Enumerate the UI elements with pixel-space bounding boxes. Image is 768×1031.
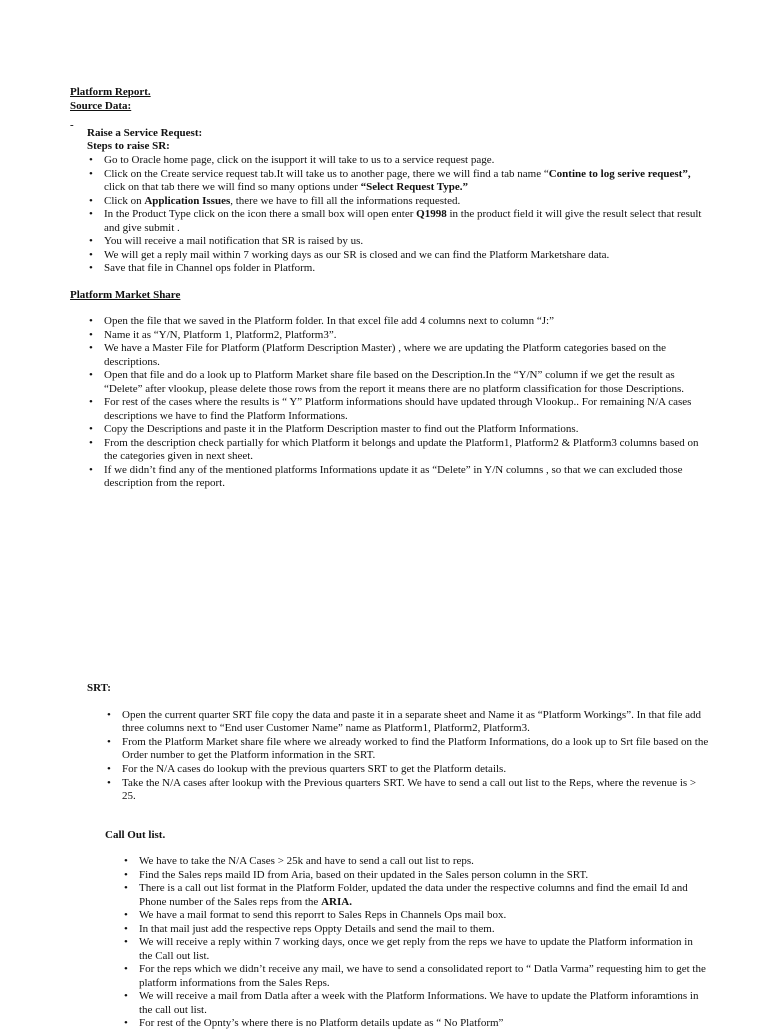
list-item [87,235,707,248]
list-item-text: click on that tab there we will find so many options under [104,181,361,193]
list-item-text: We have a Master File for Platform (Platform Description Master) , where we are updating the Platform categories based on the descriptions. [104,342,667,368]
list-item-text: Click on [104,194,145,207]
list-item [87,369,707,396]
list-item [122,936,707,963]
list-item-text: In the Product Type click on the icon there a small box will open enter [104,208,417,221]
bold-text: Q1998 [416,208,447,221]
list-item [87,423,707,436]
list-item [105,777,710,804]
list-item [105,709,710,736]
list-item-text: For the reps which we didn’t receive any mail, we have to send a consolidated report to “ Datla Varma” requesting him to get the platform informations from the Sales Reps. [139,963,706,989]
report-title: Platform Report. [70,86,151,98]
list-item [122,909,707,922]
list-item-text: Name it as “Y/N, Platform 1, Platform2, Platform3”. [104,328,337,341]
list-item [122,869,707,882]
bold-text: “Select Request Type.” [360,181,469,193]
list-item-text: Take the N/A cases after lookup with the Previous quarters SRT. We have to send a call out list to the Reps, where the revenue is > 25. [122,776,697,802]
dash-marker: - [70,119,74,131]
srt-heading: SRT: [87,682,111,694]
source-data-heading: Source Data: [70,100,132,112]
srt-list [105,709,710,804]
list-item-text: We will receive a mail from Datla after a week with the Platform Informations. We have to update the Platform inforamtions in the call out list. [139,990,699,1016]
list-item-text: For rest of the cases where the results is “ Y” Platform informations should have updated through Vlookup.. For remaining N/A cases descriptions we have to find the Platform Informations. [104,396,692,422]
list-item [122,963,707,990]
list-item [87,329,707,342]
list-item [87,208,707,235]
list-item-text: Save that file in Channel ops folder in Platform. [104,262,316,275]
steps-heading: Steps to raise SR: [87,140,170,152]
call-out-heading: Call Out list. [105,829,166,841]
list-item [87,464,707,491]
list-item [87,195,707,208]
list-item [87,154,707,167]
list-item-text: in the product field it will give the result select that result and give submit . [104,208,702,234]
list-item [87,396,707,423]
list-item-text: Go to Oracle home page, click on the isupport it will take to us to a service request page. [104,154,495,166]
list-item-text: From the Platform Market share file where we already worked to find the Platform Informations, do a look up to Srt file based on the Order number to get the Platform information in the SRT. [122,736,709,762]
bold-text: Application Issues [144,194,231,207]
list-item [105,763,710,776]
list-item-text: In that mail just add the respective reps Oppty Details and send the mail to them. [139,922,495,935]
list-item-text: We will receive a reply within 7 working days, once we get reply from the reps we have to update the Platform information in the Call out list. [139,936,693,962]
list-item-text: Find the Sales reps maild ID from Aria, based on their updated in the Sales person column in the SRT. [139,868,589,881]
raise-sr-heading: Raise a Service Request: [87,127,203,139]
list-item-text: Copy the Descriptions and paste it in the Platform Description master to find out the Platform Informations. [104,423,579,436]
list-item [122,1017,707,1030]
list-item-text: You will receive a mail notification that SR is raised by us. [104,235,364,248]
list-item [87,262,707,275]
list-item-text: There is a call out list format in the Platform Folder, updated the data under the respective columns and find the email Id and Phone number of the Sales reps from the [139,882,688,908]
list-item-text: , there we have to fill all the informations requested. [230,194,461,207]
list-item [122,923,707,936]
bold-text: ARIA. [321,895,352,908]
list-item [122,990,707,1017]
bold-text: Contine to log serive request”, [548,167,691,180]
list-item [87,315,707,328]
list-item-text: We have to take the N/A Cases > 25k and have to send a call out list to reps. [139,855,474,867]
list-item [105,736,710,763]
list-item [87,437,707,464]
list-item-text: For rest of the Opnty’s where there is no Platform details update as “ No Platform” [139,1017,504,1030]
list-item-text: Open the current quarter SRT file copy the data and paste it in a separate sheet and Name it as “Platform Workings”. In that file add three columns next to “End user Customer Name” name as Platform1, Platform2, Platform3. [122,709,702,735]
list-item-text: From the description check partially for which Platform it belongs and update the Platform1, Platform2 & Platform3 columns based on the categories given in next sheet. [104,436,699,463]
list-item-text: For the N/A cases do lookup with the previous quarters SRT to get the Platform details. [122,763,507,775]
list-item-text: If we didn’t find any of the mentioned platforms Informations update it as “Delete” in Y/N columns , so that we can excluded those description from the report. [104,463,683,490]
market-share-list [87,315,707,491]
list-item-text: We will get a reply mail within 7 working days as our SR is closed and we can find the Platform Marketshare data. [104,248,610,261]
market-share-heading: Platform Market Share [70,289,181,301]
list-item-text: Click on the Create service request tab.It will take us to another page, there we will find a tab name “ [104,167,549,180]
list-item-text: We have a mail format to send this reporrt to Sales Reps in Channels Ops mail box. [139,909,507,922]
list-item [87,168,707,195]
list-item [87,249,707,262]
call-out-list [122,855,707,1031]
list-item-text: Open the file that we saved in the Platform folder. In that excel file add 4 columns next to column “J:” [104,315,554,327]
list-item [87,342,707,369]
list-item-text: Open that file and do a look up to Platform Market share file based on the Description.In the “Y/N” column if we get the result as “Delete” after vlookup, please delete those rows from the report it means there are no platform classification for those Descriptions. [104,369,685,395]
steps-list [87,154,707,276]
list-item [122,855,707,868]
list-item [122,882,707,909]
